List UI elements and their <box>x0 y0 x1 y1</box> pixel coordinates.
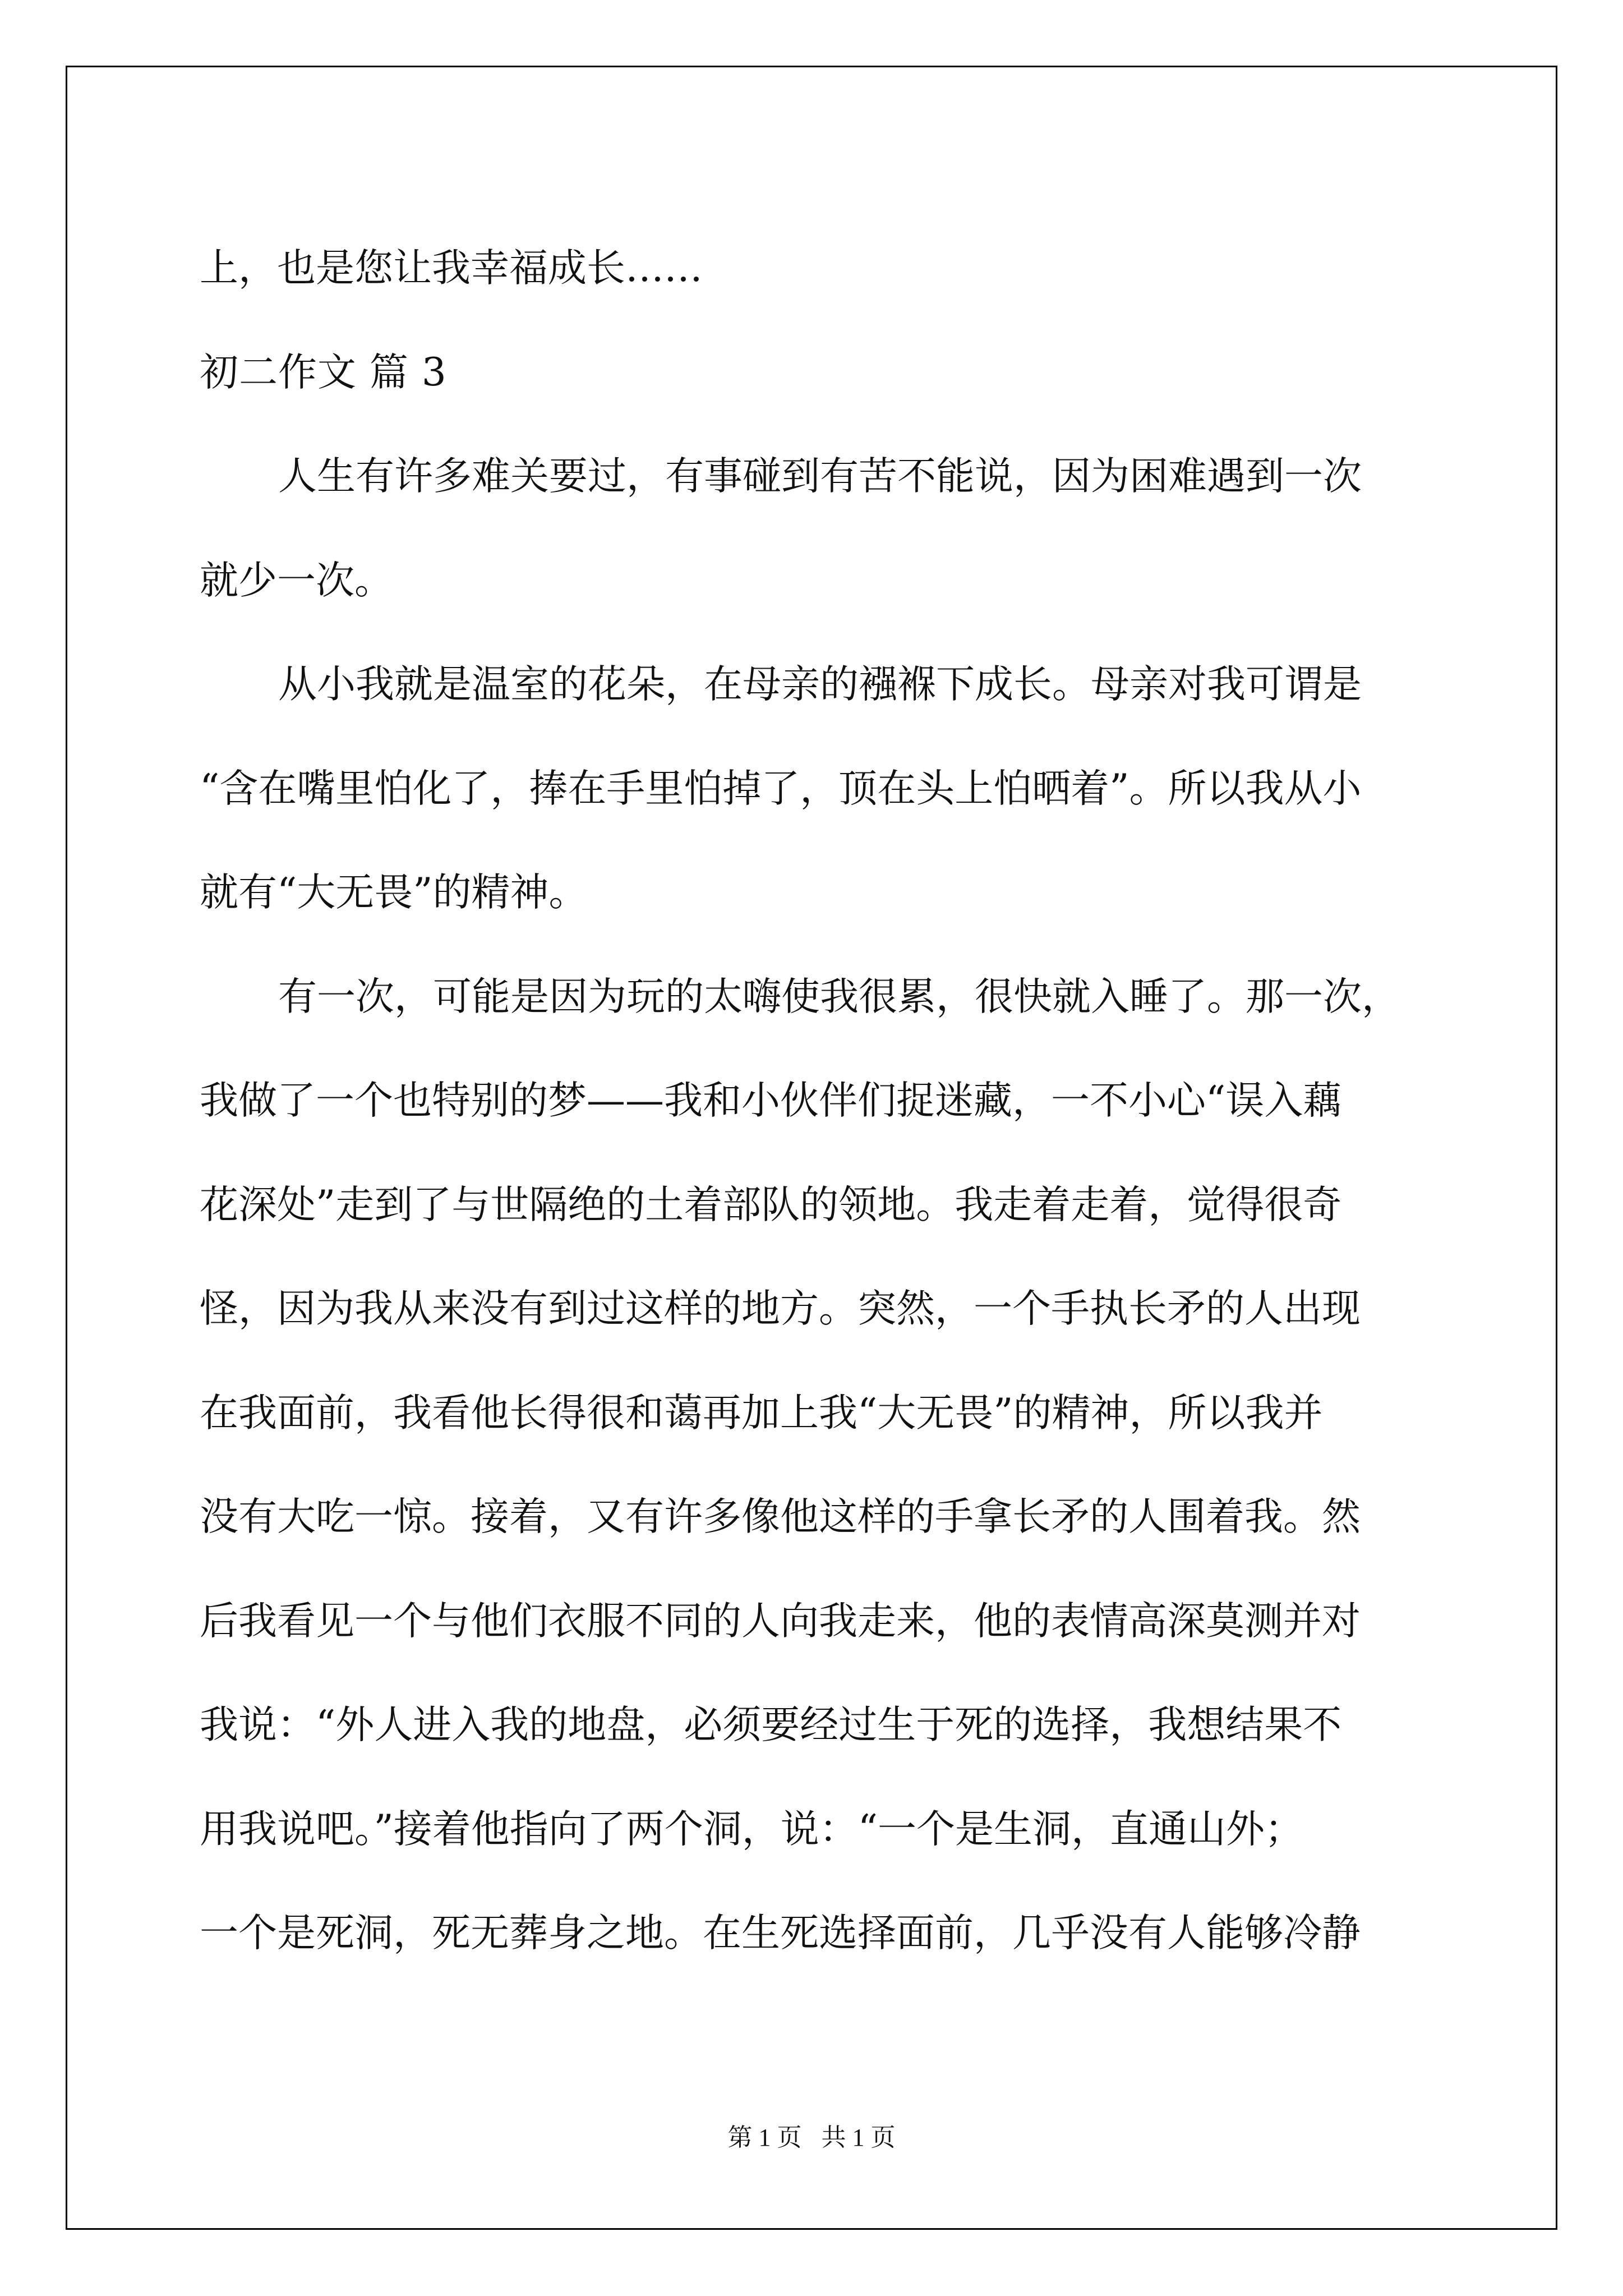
text-line: 上，也是您让我幸福成长…… <box>200 246 703 291</box>
text-line: 有一次，可能是因为玩的太嗨使我很累，很快就入睡了。那一次， <box>278 974 1400 1019</box>
text-line: 我说：“外人进入我的地盘，必须要经过生于死的选择，我想结果不 <box>200 1703 1342 1747</box>
text-line: 人生有许多难关要过，有事碰到有苦不能说，因为困难遇到一次 <box>278 454 1362 499</box>
text-line: 就有“大无畏”的精神。 <box>200 870 588 915</box>
text-line: “含在嘴里怕化了，捧在手里怕掉了，顶在头上怕晒着”。所以我从小 <box>200 766 1362 811</box>
text-line: 在我面前，我看他长得很和蔼再加上我“大无畏”的精神，所以我并 <box>200 1390 1323 1435</box>
page-footer <box>0 2117 1623 2153</box>
section-heading: 初二作文 篇 3 <box>200 349 447 395</box>
text-line: 从小我就是温室的花朵，在母亲的襁褓下成长。母亲对我可谓是 <box>278 662 1362 707</box>
text-line: 用我说吧。”接着他指向了两个洞，说：“一个是生洞，直通山外； <box>200 1806 1304 1852</box>
text-line: 一个是死洞，死无葬身之地。在生死选择面前，几乎没有人能够冷静 <box>200 1911 1361 1955</box>
text-line: 没有大吃一惊。接着，又有许多像他这样的手拿长矛的人围着我。然 <box>200 1494 1361 1539</box>
text-line: 怪，因为我从来没有到过这样的地方。突然，一个手执长矛的人出现 <box>200 1286 1361 1331</box>
document-body <box>200 217 1436 1986</box>
text-line: 就少一次。 <box>200 558 393 603</box>
text-line: 花深处”走到了与世隔绝的土着部队的领地。我走着走着，觉得很奇 <box>200 1182 1342 1227</box>
page-number: 第 1 页 <box>727 2124 802 2151</box>
text-line: 我做了一个也特别的梦——我和小伙伴们捉迷藏，一不小心“误入藕 <box>200 1078 1342 1123</box>
page-total: 共 1 页 <box>821 2124 896 2151</box>
text-line: 后我看见一个与他们衣服不同的人向我走来，他的表情高深莫测并对 <box>200 1598 1361 1644</box>
